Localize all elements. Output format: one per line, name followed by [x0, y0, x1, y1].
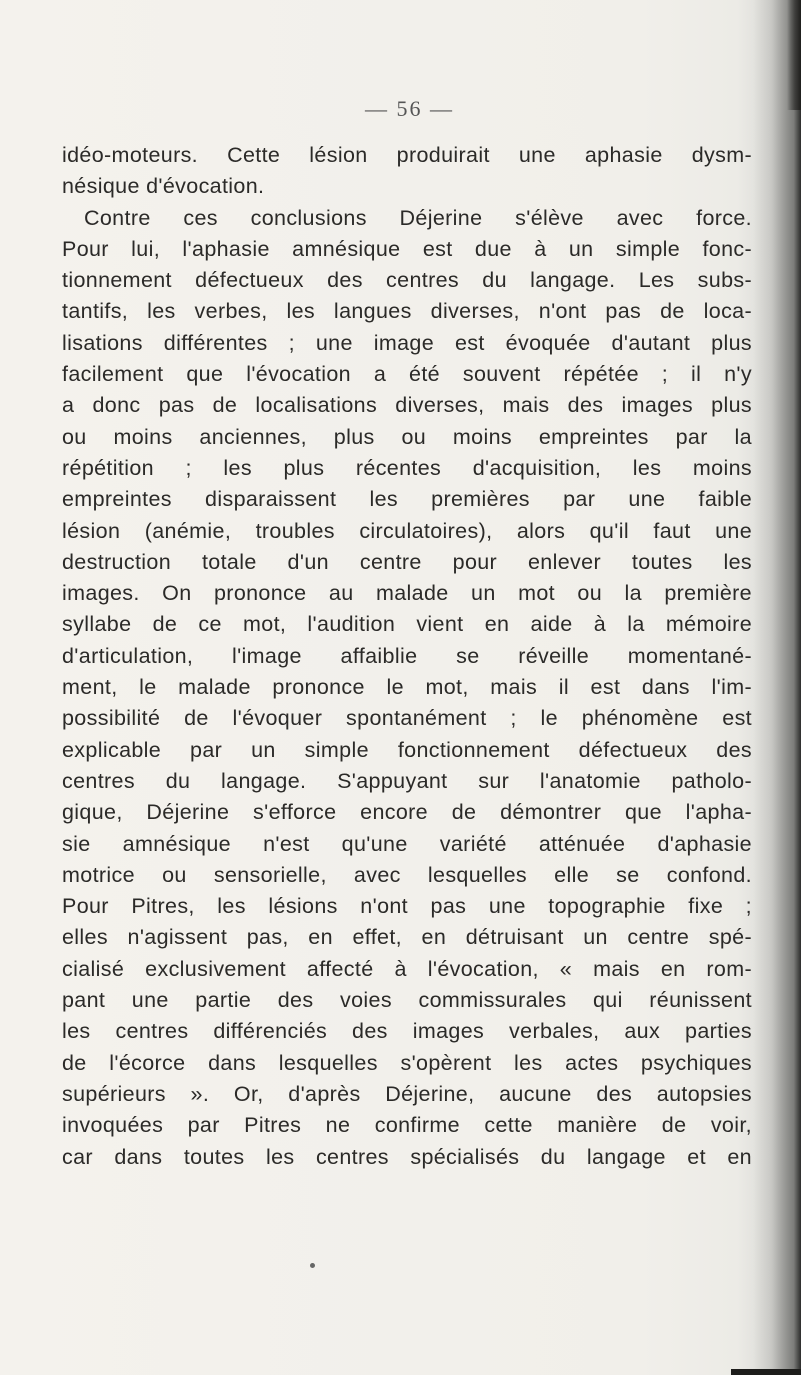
text-line: images. On prononce au malade un mot ou la première [62, 581, 752, 606]
text-line: possibilité de l'évoquer spontanément ; le phénomène est [62, 706, 752, 731]
text-line: de l'écorce dans lesquelles s'opèrent les actes psychiques [62, 1050, 752, 1075]
text-line: ou moins anciennes, plus ou moins empreintes par la [62, 424, 752, 449]
text-line: invoquées par Pitres ne confirme cette manière de voir, [62, 1113, 752, 1138]
binding-edge-bottom [731, 1369, 801, 1375]
text-line: sie amnésique n'est qu'une variété atténuée d'aphasie [62, 831, 752, 856]
text-line: répétition ; les plus récentes d'acquisition, les moins [62, 455, 752, 480]
ink-speck [310, 1263, 315, 1268]
text-line: pant une partie des voies commissurales qui réunissent [62, 988, 752, 1013]
text-line: cialisé exclusivement affecté à l'évocation, « mais en rom- [62, 956, 752, 981]
page-number: — 56 — [365, 96, 454, 121]
page-edge-shadow [753, 0, 801, 1375]
text-line: tantifs, les verbes, les langues diverses, n'ont pas de loca- [62, 299, 752, 324]
text-line: centres du langage. S'appuyant sur l'anatomie patholo- [62, 768, 752, 793]
body-text [62, 140, 752, 1173]
text-line: tionnement défectueux des centres du langage. Les subs- [62, 268, 752, 293]
text-line: d'articulation, l'image affaiblie se réveille momentané- [62, 643, 752, 668]
text-line: les centres différenciés des images verbales, aux parties [62, 1019, 752, 1044]
text-line: gique, Déjerine s'efforce encore de démontrer que l'apha- [62, 800, 752, 825]
text-line: lisations différentes ; une image est évoquée d'autant plus [62, 330, 752, 355]
text-line: empreintes disparaissent les premières par une faible [62, 487, 752, 512]
text-line: a donc pas de localisations diverses, mais des images plus [62, 393, 752, 418]
text-line: car dans toutes les centres spécialisés du langage et en [62, 1144, 752, 1169]
text-line: lésion (anémie, troubles circulatoires), alors qu'il faut une [62, 518, 752, 543]
text-line: facilement que l'évocation a été souvent répétée ; il n'y [62, 362, 752, 387]
text-line: ment, le malade prononce le mot, mais il est dans l'im- [62, 675, 752, 700]
binding-edge [787, 0, 801, 110]
text-line: supérieurs ». Or, d'après Déjerine, aucune des autopsies [62, 1081, 752, 1106]
text-line: Contre ces conclusions Déjerine s'élève avec force. [84, 205, 752, 230]
text-line: destruction totale d'un centre pour enlever toutes les [62, 549, 752, 574]
text-line: Pour Pitres, les lésions n'ont pas une topographie fixe ; [62, 894, 752, 919]
text-line: elles n'agissent pas, en effet, en détruisant un centre spé- [62, 925, 752, 950]
text-line: idéo-moteurs. Cette lésion produirait une aphasie dysm- [62, 143, 752, 167]
text-line: nésique d'évocation. [62, 174, 265, 199]
text-line: motrice ou sensorielle, avec lesquelles elle se confond. [62, 862, 752, 887]
text-line: explicable par un simple fonctionnement défectueux des [62, 737, 752, 762]
text-line: Pour lui, l'aphasie amnésique est due à un simple fonc- [62, 236, 752, 261]
text-line: syllabe de ce mot, l'audition vient en aide à la mémoire [62, 612, 752, 637]
